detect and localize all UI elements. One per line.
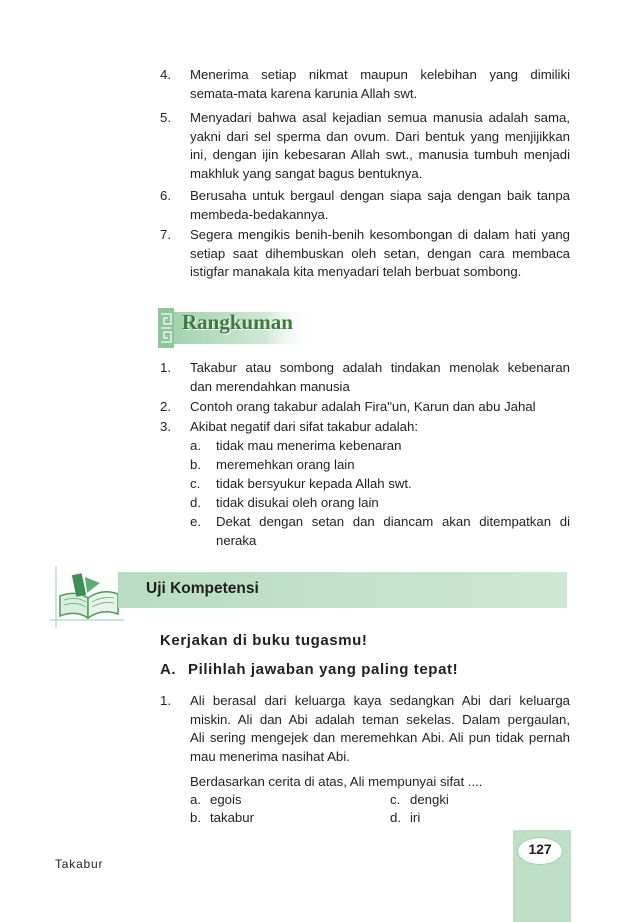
item-text: tidak mau menerima kebenaran <box>216 438 402 453</box>
page-number-tab <box>513 830 571 922</box>
option-letter: a. <box>190 792 201 807</box>
item-text: Menerima setiap nikmat maupun kelebihan yang dimiliki semata-mata karena karunia Allah swt. <box>190 67 570 101</box>
item-text: Dekat dengan setan dan diancam akan ditempatkan di <box>216 514 570 529</box>
item-text: meremehkan orang lain <box>216 457 355 472</box>
item-text: Menyadari bahwa asal kejadian semua manusia adalah sama, yakni dari sel sperma dan ovum. Dari bentuk yang menjijikkan ini, dengan ijin kebesaran Allah swt., manusia tumbuh menjadi makhluk yang sangat bagus bentuknya. <box>190 110 570 181</box>
question-prompt: Berdasarkan cerita di atas, Ali mempunyai sifat .... <box>190 774 483 789</box>
rangkuman-title: Rangkuman <box>182 310 293 334</box>
item-number: 2. <box>160 399 171 414</box>
option-letter: d. <box>390 810 401 825</box>
item-letter: a. <box>190 438 201 453</box>
item-text: Takabur atau sombong adalah tindakan menolak kebenaran dan merendahkan manusia <box>190 360 570 394</box>
section-label: A. <box>160 661 177 678</box>
item-letter: e. <box>190 514 201 529</box>
item-number: 6. <box>160 188 171 203</box>
question-number: 1. <box>160 693 171 708</box>
item-letter: d. <box>190 495 201 510</box>
item-number: 1. <box>160 360 171 375</box>
option-text: dengki <box>410 792 449 807</box>
option-letter: b. <box>190 810 201 825</box>
item-number: 3. <box>160 419 171 434</box>
item-text: Contoh orang takabur adalah Fira"un, Karun dan abu Jahal <box>190 399 536 414</box>
question-text: Ali berasal dari keluarga kaya sedangkan Abi dari keluarga miskin. Ali dan Abi adalah teman sekelas. Dalam pergaulan, Ali sering mengejek dan meremehkan Abi. Ali pun tidak pernah mau menerima nasihat Abi. <box>190 693 570 764</box>
open-book-icon <box>46 562 126 632</box>
uji-kompetensi-header <box>118 572 567 608</box>
item-text: tidak bersyukur kepada Allah swt. <box>216 476 412 491</box>
item-number: 4. <box>160 67 171 82</box>
item-text: Segera mengikis benih-benih kesombongan di dalam hati yang setiap saat dihembuskan oleh setan, dengan cara membaca istigfar manakala kita menyadari telah berbuat sombong. <box>190 227 570 280</box>
instruction-heading: Kerjakan di buku tugasmu! <box>160 632 368 649</box>
rangkuman-badge <box>158 308 312 348</box>
item-text: Akibat negatif dari sifat takabur adalah: <box>190 419 418 434</box>
chapter-footer: Takabur <box>55 857 104 871</box>
uji-kompetensi-title: Uji Kompetensi <box>146 580 259 597</box>
section-title: Pilihlah jawaban yang paling tepat! <box>188 661 459 678</box>
item-letter: b. <box>190 457 201 472</box>
option-text: takabur <box>210 810 254 825</box>
item-number: 7. <box>160 227 171 242</box>
option-text: egois <box>210 792 242 807</box>
item-text: neraka <box>216 532 257 548</box>
item-number: 5. <box>160 110 171 125</box>
item-text: tidak disukai oleh orang lain <box>216 495 379 510</box>
item-letter: c. <box>190 476 201 491</box>
page-number: 127 <box>528 841 552 857</box>
option-letter: c. <box>390 792 401 807</box>
item-text: Berusaha untuk bergaul dengan siapa saja dengan baik tanpa membeda-bedakannya. <box>190 188 570 222</box>
option-text: iri <box>410 810 421 825</box>
